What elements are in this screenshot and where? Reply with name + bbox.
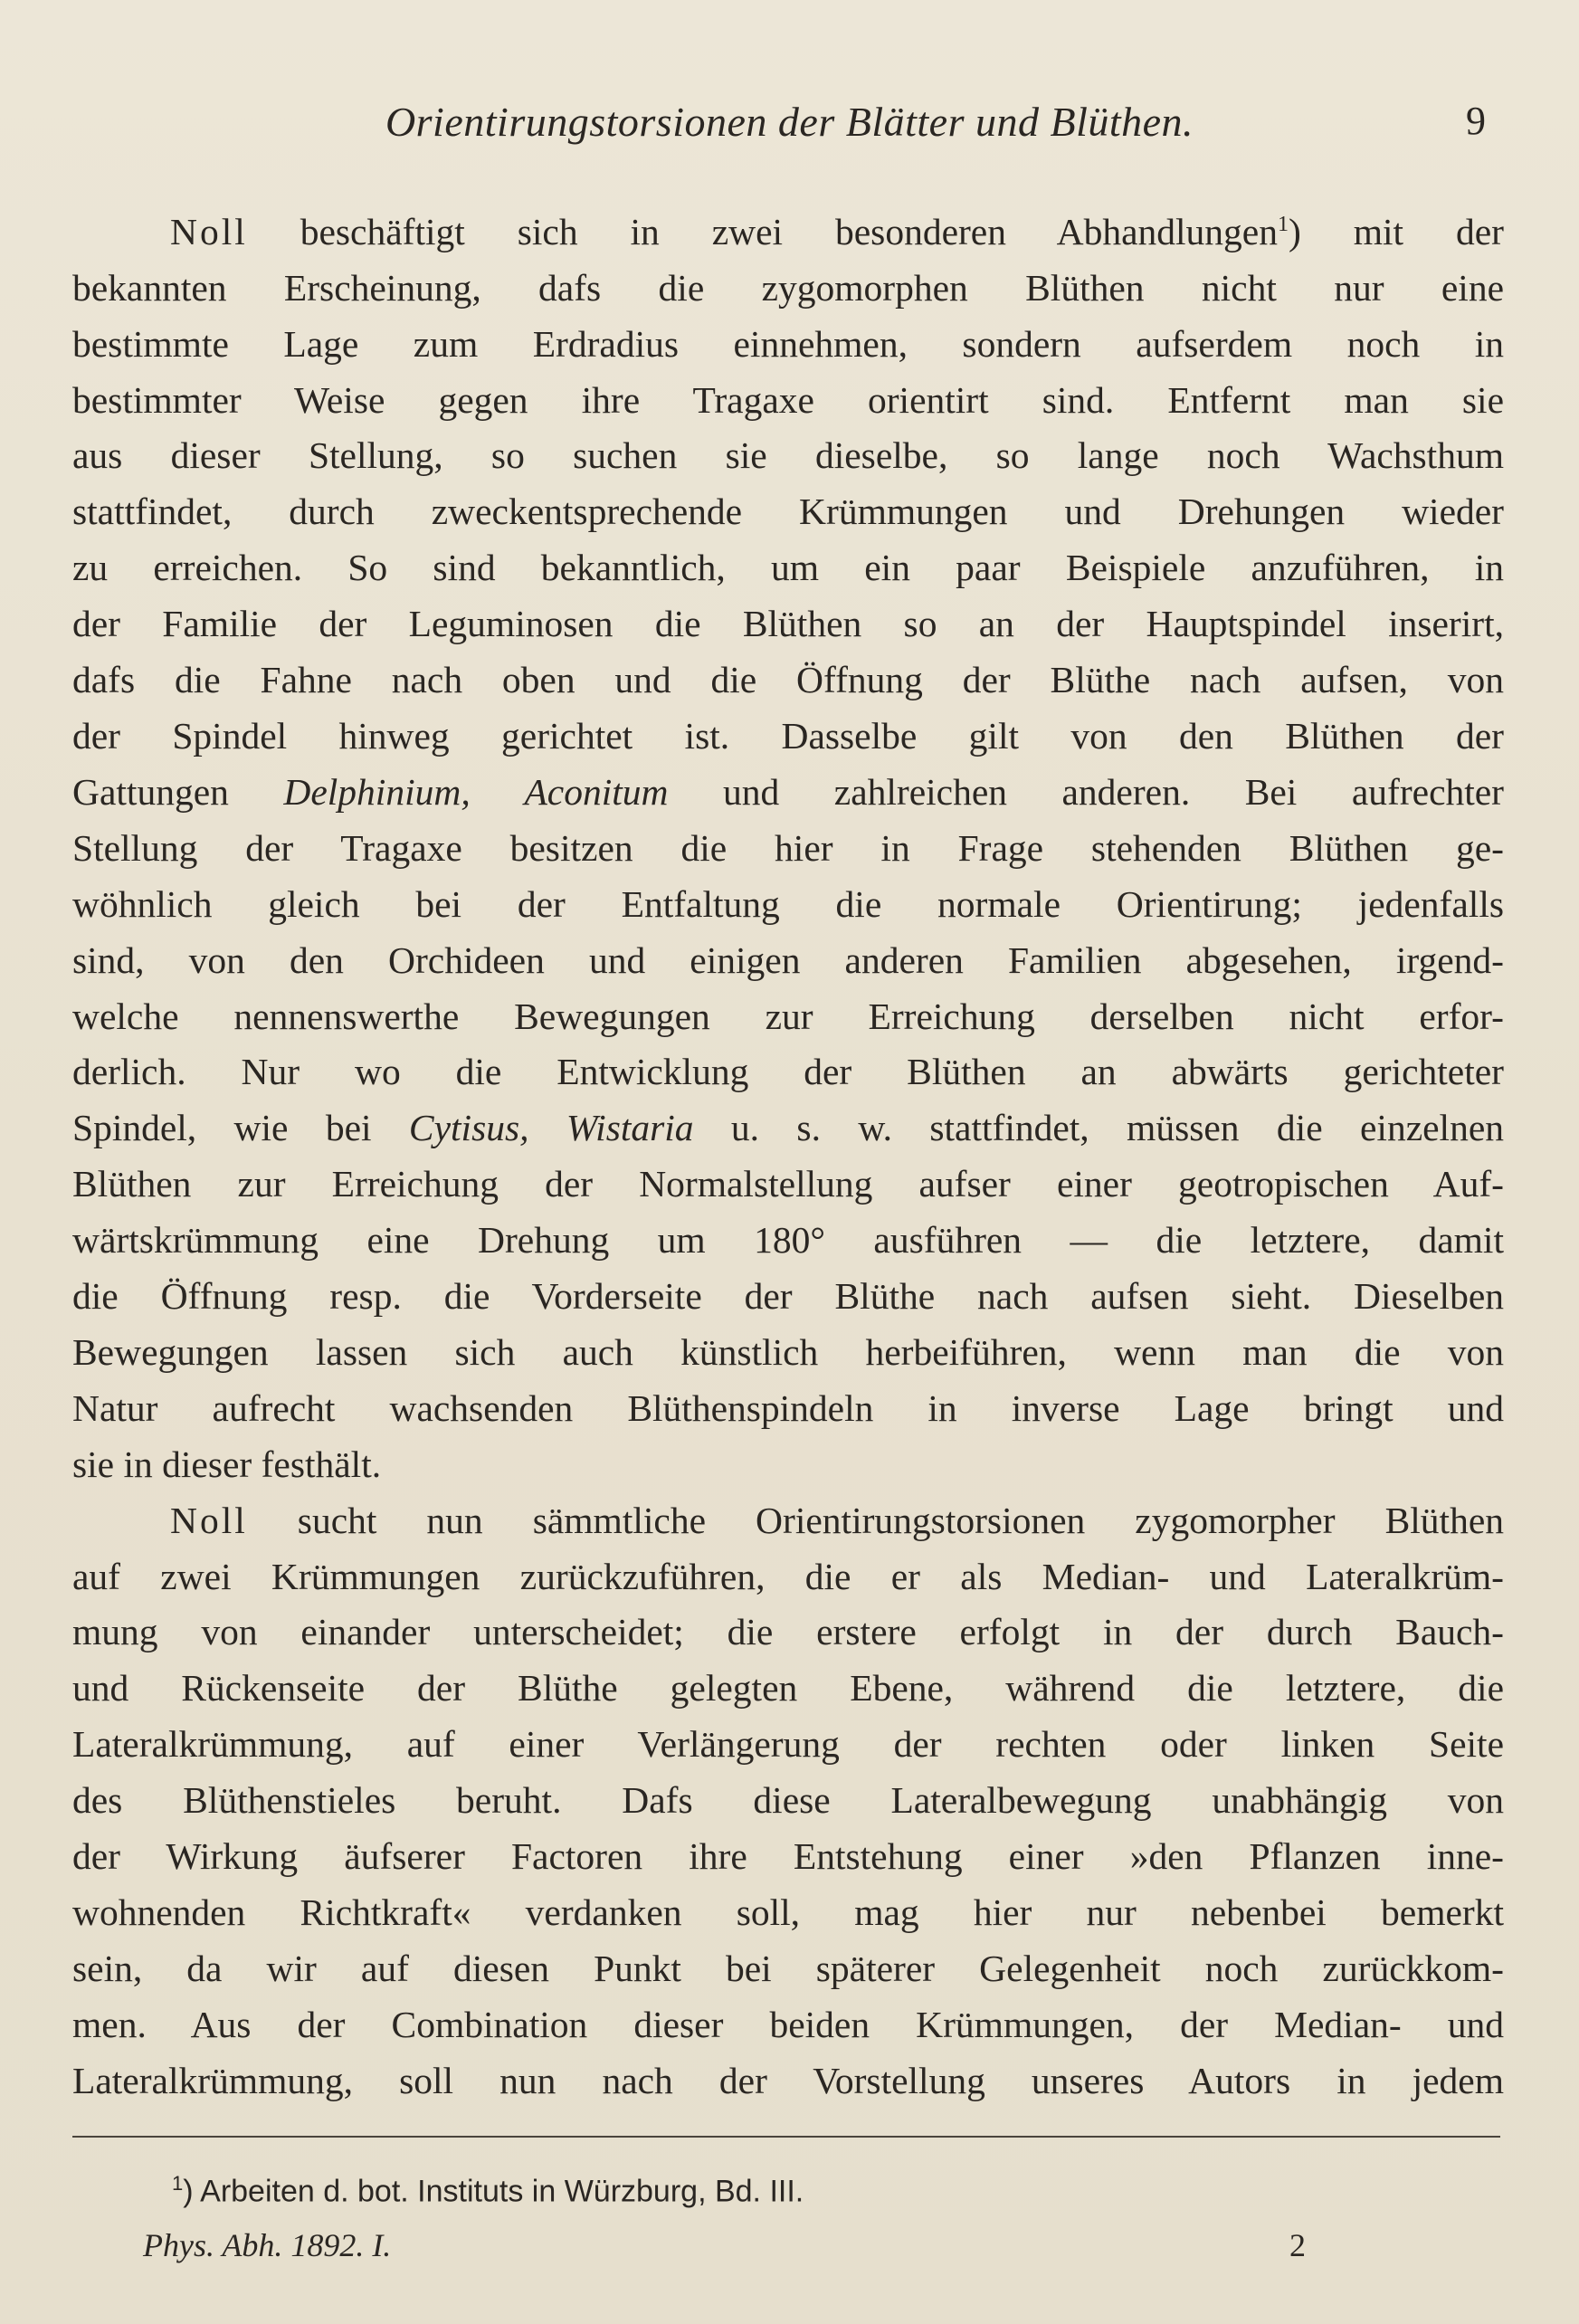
text-line: sie in dieser festhält. bbox=[72, 1443, 382, 1485]
body-text bbox=[72, 197, 1504, 2110]
page-number: 9 bbox=[1466, 99, 1486, 143]
sheet-number: 2 bbox=[1289, 2227, 1306, 2263]
text-line: Lateralkrümmung, soll nun nach der Vorstellung unseres Autors in jedem bbox=[72, 2059, 1504, 2101]
text-line: dafs die Fahne nach oben und die Öffnung der Blüthe nach aufsen, von bbox=[72, 659, 1504, 701]
footnote-marker: 1 bbox=[172, 2172, 184, 2195]
text-line: Noll sucht nun sämmtliche Orientirungstorsionen zygomorpher Blüthen bbox=[170, 1499, 1504, 1541]
footnote-divider bbox=[72, 2136, 1500, 2138]
text-line: Lateralkrümmung, auf einer Verlängerung der rechten oder linken Seite bbox=[72, 1723, 1504, 1766]
text-line: des Blüthenstieles beruht. Dafs diese Lateralbewegung unabhängig von bbox=[72, 1779, 1504, 1822]
text-line: Gattungen Delphinium, Aconitum und zahlreichen anderen. Bei aufrechter bbox=[72, 770, 1505, 813]
text-line: Natur aufrecht wachsenden Blüthenspindeln in inverse Lage bringt und bbox=[72, 1386, 1504, 1429]
text-line: mung von einander unterscheidet; die erstere erfolgt in der durch Bauch- bbox=[72, 1611, 1504, 1653]
text-line: Bewegungen lassen sich auch künstlich herbeiführen, wenn man die von bbox=[72, 1330, 1504, 1373]
text-line: zu erreichen. So sind bekanntlich, um ein paar Beispiele anzuführen, in bbox=[72, 547, 1504, 589]
text-line: wärtskrümmung eine Drehung um 180° ausführen — die letztere, damit bbox=[72, 1219, 1504, 1262]
text-line: und Rückenseite der Blüthe gelegten Ebene, während die letztere, die bbox=[72, 1667, 1504, 1710]
text-line: derlich. Nur wo die Entwicklung der Blüthen an abwärts gerichteter bbox=[72, 1051, 1504, 1093]
genus-names: Delphinium, Aconitum bbox=[283, 770, 669, 813]
text-line: men. Aus der Combination dieser beiden Krümmungen, der Median- und bbox=[72, 2003, 1504, 2045]
text-line: welche nennenswerthe Bewegungen zur Erreichung derselben nicht erfor- bbox=[72, 995, 1504, 1037]
text-line: bekannten Erscheinung, dafs die zygomorphen Blüthen nicht nur eine bbox=[72, 266, 1504, 309]
text-line: wohnenden Richtkraft« verdanken soll, mag hier nur nebenbei bemerkt bbox=[72, 1891, 1504, 1934]
text-line: der Spindel hinweg gerichtet ist. Dasselbe gilt von den Blüthen der bbox=[72, 714, 1504, 757]
text-line: stattfindet, durch zweckentsprechende Krümmungen und Drehungen wieder bbox=[72, 491, 1504, 533]
text-line: die Öffnung resp. die Vorderseite der Blüthe nach aufsen sieht. Dieselben bbox=[72, 1275, 1504, 1318]
footnote: $^1$) Arbeiten d. bot. Instituts in Würzburg, Bd. III. bbox=[172, 2172, 804, 2209]
text-line: aus dieser Stellung, so suchen sie dieselbe, so lange noch Wachsthum bbox=[72, 434, 1504, 477]
running-header: Orientirungstorsionen der Blätter und Blüthen. bbox=[385, 99, 1194, 145]
text-line: Stellung der Tragaxe besitzen die hier in Frage stehenden Blüthen ge- bbox=[72, 826, 1504, 869]
text-line: bestimmter Weise gegen ihre Tragaxe orientirt sind. Entfernt man sie bbox=[72, 378, 1504, 421]
text-line: auf zwei Krümmungen zurückzuführen, die er als Median- und Lateralkrüm- bbox=[72, 1555, 1504, 1597]
text-line: Spindel, wie bei Cytisus, Wistaria u. s. w. stattfindet, müssen die einzelnen bbox=[72, 1107, 1504, 1149]
text-line: der Familie der Leguminosen die Blüthen so an der Hauptspindel inserirt, bbox=[72, 603, 1504, 645]
text-line: bestimmte Lage zum Erdradius einnehmen, sondern aufserdem noch in bbox=[72, 322, 1504, 365]
genus-names: Cytisus, Wistaria bbox=[408, 1107, 694, 1149]
footnote-ref: 1 bbox=[1277, 213, 1289, 236]
text-line: sein, da wir auf diesen Punkt bei späterer Gelegenheit noch zurückkom- bbox=[72, 1947, 1504, 1989]
paragraph-1 bbox=[72, 197, 1504, 1493]
text-line: sind, von den Orchideen und einigen anderen Familien abgesehen, irgend- bbox=[72, 938, 1504, 981]
sheet-signature: Phys. Abh. 1892. I. bbox=[143, 2227, 392, 2263]
text-line: wöhnlich gleich bei der Entfaltung die normale Orientirung; jedenfalls bbox=[72, 882, 1504, 925]
text-line: Blüthen zur Erreichung der Normalstellung aufser einer geotropischen Auf- bbox=[72, 1163, 1504, 1205]
paragraph-2 bbox=[72, 1493, 1504, 2110]
text-line: der Wirkung äufserer Factoren ihre Entstehung einer »den Pflanzen inne- bbox=[72, 1835, 1504, 1878]
text-line: Noll beschäftigt sich in zwei besonderen Abhandlungen$^1$) mit der bbox=[170, 210, 1504, 252]
